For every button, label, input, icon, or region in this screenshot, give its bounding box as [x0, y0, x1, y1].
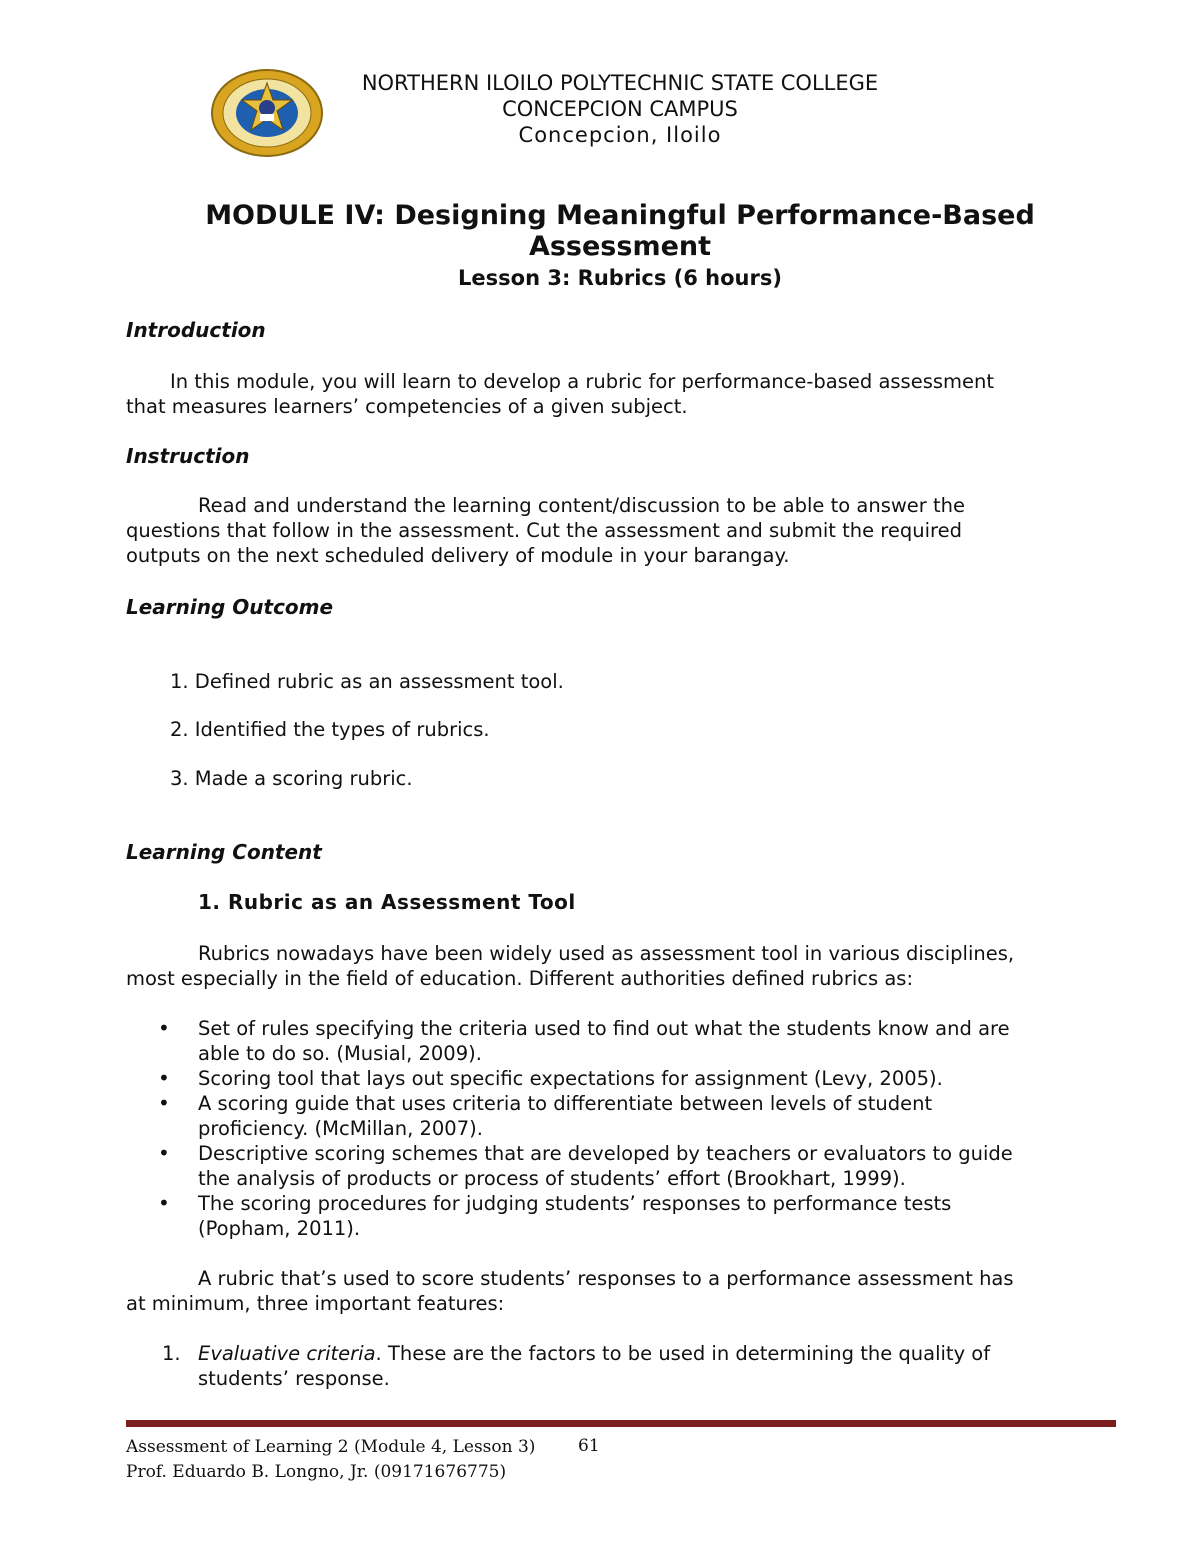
bullet-line: Set of rules specifying the criteria used to find out what the students know and are [198, 1017, 1010, 1040]
outcome-item: 3. Made a scoring rubric. [170, 767, 413, 790]
definition-bullet [198, 1016, 1118, 1066]
instruction-line: questions that follow in the assessment. Cut the assessment and submit the required [126, 519, 963, 542]
bullet-line: able to do so. (Musial, 2009). [198, 1042, 482, 1065]
feature-term: Evaluative criteria [198, 1342, 376, 1365]
definition-bullet [198, 1066, 1118, 1091]
bullet-line: Scoring tool that lays out specific expectations for assignment (Levy, 2005). [198, 1067, 943, 1090]
instruction-line: Read and understand the learning content/discussion to be able to answer the [198, 494, 966, 517]
paragraph-line: Rubrics nowadays have been widely used as assessment tool in various disciplines, [198, 942, 1015, 965]
rubric-subheading: 1. Rubric as an Assessment Tool [198, 890, 576, 914]
instruction-paragraph [126, 493, 1116, 568]
rubric-paragraph-1 [126, 941, 1116, 991]
footer-author: Prof. Eduardo B. Longno, Jr. (09171676775) [126, 1462, 507, 1482]
instruction-line: outputs on the next scheduled delivery of module in your barangay. [126, 544, 790, 567]
definition-bullet [198, 1191, 1118, 1241]
bullet-marker: • [158, 1091, 170, 1115]
bullet-line: The scoring procedures for judging students’ responses to performance tests [198, 1192, 952, 1215]
outcome-item: 1. Defined rubric as an assessment tool. [170, 670, 564, 693]
bullet-line: proficiency. (McMillan, 2007). [198, 1117, 483, 1140]
bullet-marker: • [158, 1191, 170, 1215]
introduction-line: that measures learners’ competencies of a given subject. [126, 395, 688, 418]
learning-content-heading: Learning Content [126, 840, 322, 864]
definition-bullet [198, 1141, 1118, 1191]
feature-item [198, 1341, 1118, 1391]
bullet-line: A scoring guide that uses criteria to differentiate between levels of student [198, 1092, 933, 1115]
feature-line: students’ response. [198, 1367, 390, 1390]
bullet-line: Descriptive scoring schemes that are developed by teachers or evaluators to guide [198, 1142, 1013, 1165]
bullet-marker: • [158, 1141, 170, 1165]
lesson-title: Lesson 3: Rubrics (6 hours) [458, 266, 782, 290]
footer-divider [126, 1420, 1116, 1427]
definition-bullet [198, 1091, 1118, 1141]
campus-location: Concepcion, Iloilo [518, 123, 722, 147]
module-title-line1: MODULE IV: Designing Meaningful Performance-Based [205, 200, 1035, 231]
bullet-line: the analysis of products or process of students’ effort (Brookhart, 1999). [198, 1167, 906, 1190]
learning-outcome-heading: Learning Outcome [126, 595, 334, 619]
instruction-heading: Instruction [126, 444, 250, 468]
rubric-paragraph-2 [126, 1266, 1116, 1316]
outcome-item: 2. Identified the types of rubrics. [170, 718, 490, 741]
paragraph-line: most especially in the field of education. Different authorities defined rubrics as: [126, 967, 914, 990]
feature-number: 1. [162, 1342, 181, 1365]
page-number: 61 [578, 1436, 600, 1456]
introduction-heading: Introduction [126, 318, 266, 342]
module-title-line2: Assessment [528, 231, 712, 262]
paragraph-line: at minimum, three important features: [126, 1292, 505, 1315]
introduction-line: In this module, you will learn to develop a rubric for performance-based assessment [170, 370, 995, 393]
bullet-line: (Popham, 2011). [198, 1217, 361, 1240]
college-name: NORTHERN ILOILO POLYTECHNIC STATE COLLEGE [361, 71, 879, 95]
campus-name: CONCEPCION CAMPUS [502, 97, 738, 121]
paragraph-line: A rubric that’s used to score students’ responses to a performance assessment has [198, 1267, 1014, 1290]
introduction-paragraph [126, 369, 1116, 419]
bullet-marker: • [158, 1066, 170, 1090]
footer-course: Assessment of Learning 2 (Module 4, Lesson 3) [126, 1437, 536, 1457]
bullet-marker: • [158, 1016, 170, 1040]
feature-description: . These are the factors to be used in determining the quality of [375, 1342, 991, 1365]
